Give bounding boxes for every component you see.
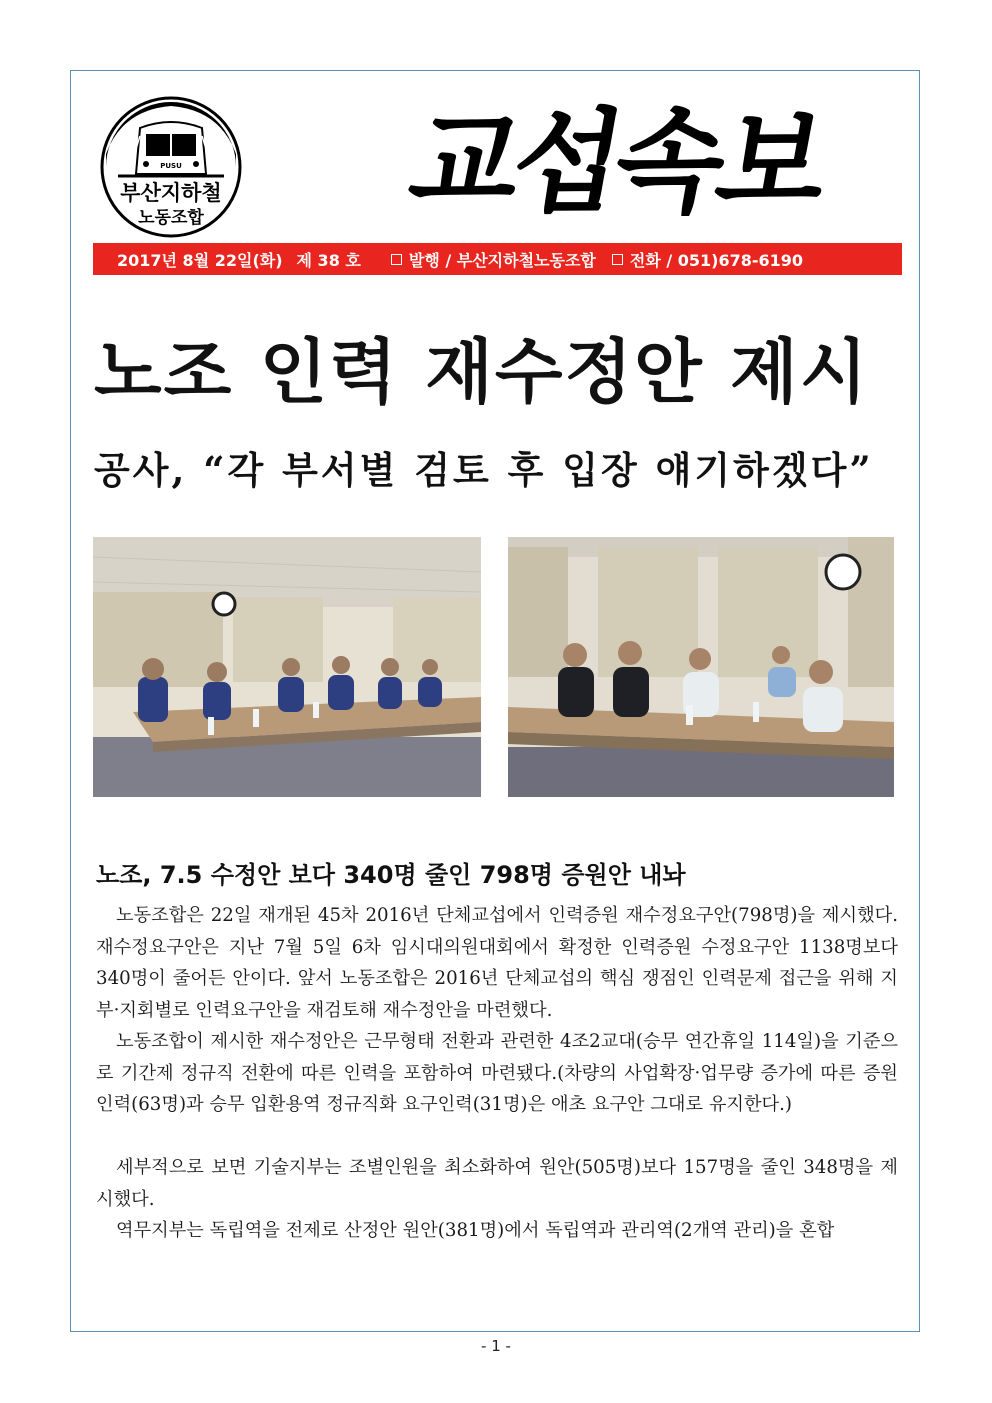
logo-text-line1: 부산지하철 xyxy=(120,181,222,205)
checkbox-square-icon xyxy=(612,254,623,265)
article-paragraph: 역무지부는 독립역을 전제로 산정안 원안(381명)에서 독립역과 관리역(2개역 관리)을 혼합 xyxy=(116,1220,835,1241)
phone: 전화 / 051)678-6190 xyxy=(629,250,804,270)
logo-text-line2: 노동조합 xyxy=(138,208,204,228)
article-body xyxy=(96,900,898,1247)
checkbox-square-icon xyxy=(391,254,402,265)
meeting-photo-union-side xyxy=(93,537,481,797)
issue-number: 제 38 호 xyxy=(296,250,361,270)
subheadline: 공사, “각 부서별 검토 후 입장 얘기하겠다” xyxy=(94,448,874,492)
article-paragraph: 노동조합이 제시한 재수정안은 근무형태 전환과 관련한 4조2교대(승무 연간휴일 114일)을 기준으로 기간제 정규직 전환에 따른 인력을 포함하여 마련됐다.(차량의 사업확장·업무량 증가에 따른 증원인력(63명)과 승무 입환용역 정규직화 요구인력(31명)은 애초 요구안 그대로 유지한다.) xyxy=(96,1031,898,1115)
page-number: - 1 - xyxy=(481,1337,511,1355)
article-paragraph: 노동조합은 22일 재개된 45차 2016년 단체교섭에서 인력증원 재수정요구안(798명)을 제시했다. 재수정요구안은 지난 7월 5일 6차 임시대의원대회에서 확정한 인력증원 수정요구안 1138명보다 340명이 줄어든 안이다. 앞서 노동조합은 2016년 단체교섭의 핵심 쟁점인 인력문제 접근을 위해 지부·지회별로 인력요구안을 재검토해 재수정안을 마련했다. xyxy=(96,905,898,1021)
headline: 노조 인력 재수정안 제시 xyxy=(94,331,870,413)
article-paragraph: 세부적으로 보면 기술지부는 조별인원을 최소화하여 원안(505명)보다 157명을 줄인 348명을 제시했다. xyxy=(96,1157,898,1210)
meeting-photo-management-side xyxy=(508,537,894,797)
article-heading: 노조, 7.5 수정안 보다 340명 줄인 798명 증원안 내놔 xyxy=(96,861,686,889)
union-logo xyxy=(100,96,242,238)
masthead-title: 교섭속보 xyxy=(400,98,833,228)
issue-date: 2017년 8월 22일(화) xyxy=(117,250,283,270)
logo-train-label: PUSU xyxy=(160,162,182,170)
publisher: 발행 / 부산지하철노동조합 xyxy=(408,250,596,270)
issue-bar xyxy=(93,243,902,275)
